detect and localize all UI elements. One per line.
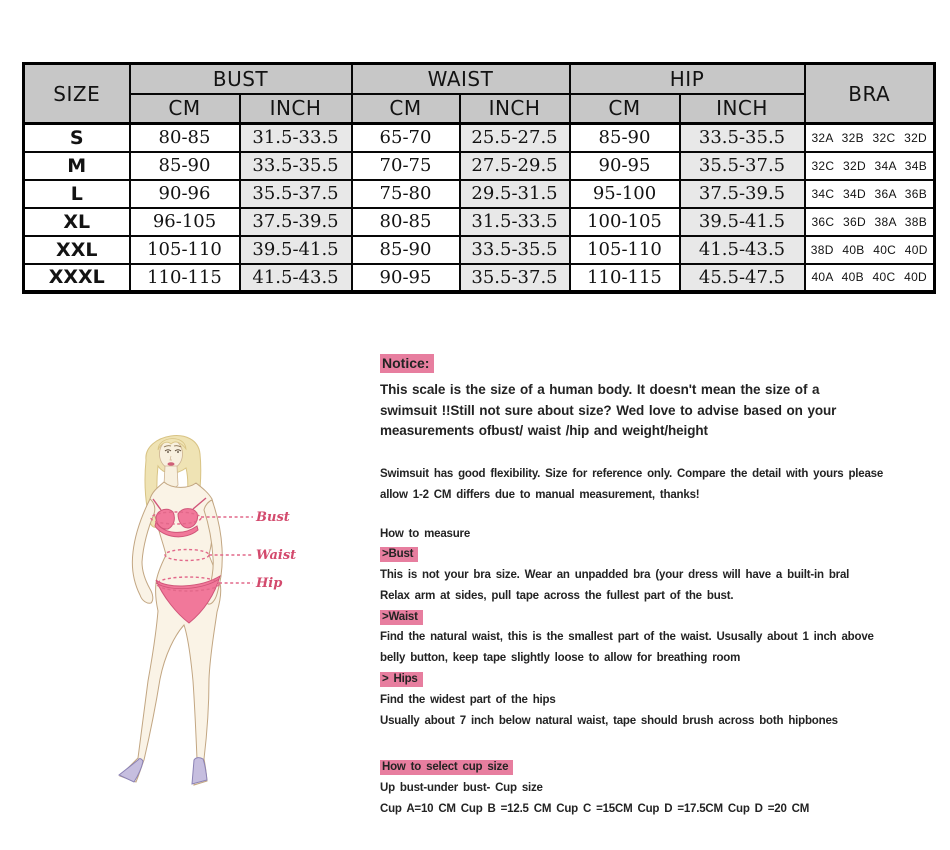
hip-cm-cell: 110-115	[570, 264, 680, 292]
hip-cm-cell: 85-90	[570, 124, 680, 152]
bust-inch-cell: 39.5-41.5	[240, 236, 352, 264]
hip-inch-cell: 45.5-47.5	[680, 264, 805, 292]
header-hip-inch: INCH	[680, 94, 805, 124]
cup-size-heading-highlight: How to select cup size	[380, 760, 513, 775]
header-waist: WAIST	[352, 64, 570, 94]
left-shoe	[119, 759, 143, 782]
how-to-measure-heading: How to measure	[380, 527, 471, 540]
bust-inch-cell: 41.5-43.5	[240, 264, 352, 292]
bust-cm-cell: 80-85	[130, 124, 240, 152]
size-row-xl	[24, 208, 935, 236]
bust-inch-cell: 31.5-33.5	[240, 124, 352, 152]
left-pupil	[167, 451, 169, 453]
table-header-row-units	[24, 94, 935, 124]
bust-heading-highlight: >Bust	[380, 547, 418, 562]
waist-label: Waist	[256, 548, 297, 563]
waist-cm-cell: 75-80	[352, 180, 460, 208]
hip-label: Hip	[256, 576, 283, 591]
size-row-l	[24, 180, 935, 208]
header-bust: BUST	[130, 64, 352, 94]
bra-cell: 38D 40B 40C 40D	[805, 236, 935, 264]
notice-intro-line: swimsuit !!Still not sure about size? Wed love to advise based on your	[380, 402, 837, 418]
waist-heading-highlight: >Waist	[380, 610, 423, 625]
bust-heading	[380, 544, 940, 565]
header-waist-cm: CM	[352, 94, 460, 124]
bust-label: Bust	[256, 510, 290, 525]
waist-instruction-line: belly button, keep tape slightly loose to allow for breathing room	[380, 652, 741, 665]
hip-cm-cell: 100-105	[570, 208, 680, 236]
bust-instruction-line: Relax arm at sides, pull tape across the fullest part of the bust.	[380, 589, 734, 602]
waist-cm-cell: 90-95	[352, 264, 460, 292]
size-cell: M	[24, 152, 130, 180]
size-cell: S	[24, 124, 130, 152]
how-to-measure-section	[380, 524, 940, 732]
size-cell: L	[24, 180, 130, 208]
flexibility-line: Swimsuit has good flexibility. Size for reference only. Compare the detail with yours please	[380, 467, 884, 480]
flexibility-line: allow 1-2 CM differs due to manual measurement, thanks!	[380, 489, 700, 501]
cup-size-line: Up bust-under bust- Cup size	[380, 782, 543, 795]
hip-cm-cell: 90-95	[570, 152, 680, 180]
waist-inch-cell: 33.5-35.5	[460, 236, 570, 264]
bra-cell: 32A 32B 32C 32D	[805, 124, 935, 152]
cup-size-heading	[380, 757, 940, 778]
hips-instruction-line: Find the widest part of the hips	[380, 693, 556, 706]
header-hip-cm: CM	[570, 94, 680, 124]
hip-cm-cell: 95-100	[570, 180, 680, 208]
bra-cell: 34C 34D 36A 36B	[805, 180, 935, 208]
bust-cm-cell: 85-90	[130, 152, 240, 180]
size-chart-table	[22, 62, 936, 294]
table-header-row-groups	[24, 64, 935, 94]
bust-instruction-line: This is not your bra size. Wear an unpadded bra (your dress will have a built-in bral	[380, 569, 850, 582]
bust-cm-cell: 96-105	[130, 208, 240, 236]
right-pupil	[177, 451, 179, 453]
bust-inch-cell: 35.5-37.5	[240, 180, 352, 208]
hip-inch-cell: 33.5-35.5	[680, 124, 805, 152]
size-row-xxxl	[24, 264, 935, 292]
header-size: SIZE	[24, 64, 130, 124]
bust-inch-cell: 33.5-35.5	[240, 152, 352, 180]
notice-title-highlight: Notice:	[380, 354, 434, 373]
cup-size-line: Cup A=10 CM Cup B =12.5 CM Cup C =15CM Cup D =17.5CM Cup D =20 CM	[380, 803, 810, 816]
header-waist-inch: INCH	[460, 94, 570, 124]
body-measurement-illustration	[105, 422, 330, 800]
waist-inch-cell: 29.5-31.5	[460, 180, 570, 208]
bra-cell: 32C 32D 34A 34B	[805, 152, 935, 180]
header-bra: BRA	[805, 64, 935, 124]
hips-instruction-line: Usually about 7 inch below natural waist, tape should brush across both hipbones	[380, 714, 838, 727]
waist-inch-cell: 27.5-29.5	[460, 152, 570, 180]
bust-cm-cell: 110-115	[130, 264, 240, 292]
waist-inch-cell: 35.5-37.5	[460, 264, 570, 292]
hips-heading-highlight: > Hips	[380, 672, 423, 687]
size-row-xxl	[24, 236, 935, 264]
waist-cm-cell: 80-85	[352, 208, 460, 236]
size-cell: XXL	[24, 236, 130, 264]
waist-instruction-line: Find the natural waist, this is the smallest part of the waist. Ususally about 1 inch above	[380, 631, 874, 644]
bust-cm-cell: 90-96	[130, 180, 240, 208]
header-hip: HIP	[570, 64, 805, 94]
left-arm	[132, 499, 154, 603]
waist-cm-cell: 65-70	[352, 124, 460, 152]
bust-cm-cell: 105-110	[130, 236, 240, 264]
size-cell: XL	[24, 208, 130, 236]
header-bust-cm: CM	[130, 94, 240, 124]
hip-inch-cell: 37.5-39.5	[680, 180, 805, 208]
size-row-m	[24, 152, 935, 180]
waist-inch-cell: 31.5-33.5	[460, 208, 570, 236]
hip-inch-cell: 39.5-41.5	[680, 208, 805, 236]
cup-size-section	[380, 757, 940, 819]
bra-cell: 36C 36D 38A 38B	[805, 208, 935, 236]
notice-intro-line: measurements ofbust/ waist /hip and weight/height	[380, 423, 708, 438]
notice-section	[380, 354, 940, 820]
waist-heading	[380, 607, 940, 628]
bra-cell: 40A 40B 40C 40D	[805, 264, 935, 292]
hip-inch-cell: 41.5-43.5	[680, 236, 805, 264]
header-bust-inch: INCH	[240, 94, 352, 124]
notice-intro-line: This scale is the size of a human body. It doesn't mean the size of a	[380, 382, 820, 397]
hip-inch-cell: 35.5-37.5	[680, 152, 805, 180]
flexibility-note	[380, 464, 940, 507]
size-row-s	[24, 124, 935, 152]
notice-title	[380, 354, 940, 373]
lips	[168, 462, 175, 466]
bust-inch-cell: 37.5-39.5	[240, 208, 352, 236]
size-cell: XXXL	[24, 264, 130, 292]
hip-cm-cell: 105-110	[570, 236, 680, 264]
waist-cm-cell: 70-75	[352, 152, 460, 180]
hips-heading	[380, 669, 940, 690]
waist-inch-cell: 25.5-27.5	[460, 124, 570, 152]
waist-cm-cell: 85-90	[352, 236, 460, 264]
